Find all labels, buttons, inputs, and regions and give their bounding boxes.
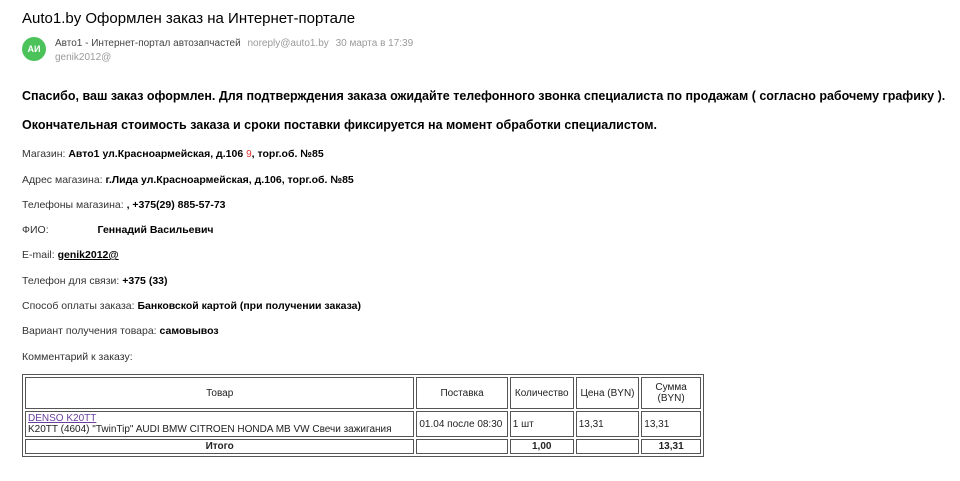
- fio-row: [22, 224, 214, 236]
- total-delivery-empty: [416, 439, 507, 454]
- store-suffix: , торг.об. №85: [251, 148, 324, 160]
- store-label: Магазин:: [22, 148, 66, 160]
- fio-value: Геннадий Васильевич: [97, 224, 214, 236]
- column-header-qty: Количество: [510, 377, 574, 409]
- sender-line: [55, 38, 413, 49]
- store-row: [22, 148, 324, 160]
- column-header-delivery: Поставка: [416, 377, 507, 409]
- column-header-item: Товар: [25, 377, 414, 409]
- email-subject: Auto1.by Оформлен заказ на Интернет-портале: [22, 10, 356, 27]
- sender-name[interactable]: Авто1 - Интернет-портал автозапчастей: [55, 38, 241, 49]
- sender-email[interactable]: noreply@auto1.by: [247, 38, 329, 49]
- email-link[interactable]: genik2012@: [57, 249, 119, 261]
- total-qty: 1,00: [510, 439, 574, 454]
- address-label: Адрес магазина:: [22, 174, 103, 186]
- store-address-link[interactable]: ул.Красноармейская, д.106: [102, 148, 244, 160]
- qty-cell: 1 шт: [510, 411, 574, 437]
- total-row: [25, 439, 701, 454]
- column-header-sum: Сумма (BYN): [641, 377, 701, 409]
- delivery-cell: 01.04 после 08:30: [416, 411, 507, 437]
- store-name: Авто1: [68, 148, 100, 160]
- email-date: 30 марта в 17:39: [335, 38, 414, 49]
- total-label: Итого: [25, 439, 414, 454]
- order-table: [22, 374, 704, 457]
- address-row: [22, 174, 354, 186]
- payment-value: Банковской картой (при получении заказа): [137, 300, 361, 312]
- total-sum: 13,31: [641, 439, 701, 454]
- address-value: г.Лида ул.Красноармейская, д.106, торг.об. №85: [105, 174, 354, 186]
- sum-cell: 13,31: [641, 411, 701, 437]
- delivery-label: Вариант получения товара:: [22, 325, 157, 337]
- table-row: [25, 411, 701, 437]
- phones-row: [22, 199, 226, 211]
- email-row: [22, 249, 119, 261]
- recipient-email[interactable]: genik2012@: [55, 52, 112, 63]
- contact-phone-label: Телефон для связи:: [22, 275, 120, 287]
- thanks-message: Спасибо, ваш заказ оформлен. Для подтверждения заказа ожидайте телефонного звонка специалиста по продажам ( согласно рабочему графику ).: [22, 89, 946, 103]
- delivery-value: самовывоз: [159, 325, 219, 337]
- total-price-empty: [576, 439, 640, 454]
- contact-phone-value: +375 (33): [122, 275, 168, 287]
- table-header-row: [25, 377, 701, 409]
- comment-row: [22, 351, 133, 363]
- payment-row: [22, 300, 361, 312]
- contact-phone-row: [22, 275, 168, 287]
- phones-label: Телефоны магазина:: [22, 199, 124, 211]
- sender-avatar[interactable]: АИ: [22, 37, 46, 61]
- item-description: K20TT (4604) "TwinTip" AUDI BMW CITROEN HONDA MB VW Свечи зажигания: [28, 424, 392, 435]
- map-pin-icon[interactable]: 9: [246, 149, 252, 160]
- comment-label: Комментарий к заказу:: [22, 351, 133, 363]
- email-label: E-mail:: [22, 249, 55, 261]
- item-cell: [25, 411, 414, 437]
- fio-label: ФИО:: [22, 224, 49, 236]
- item-link[interactable]: DENSO K20TT: [28, 413, 97, 424]
- phones-value: , +375(29) 885-57-73: [126, 199, 226, 211]
- price-cell: 13,31: [576, 411, 640, 437]
- delivery-row: [22, 325, 219, 337]
- column-header-price: Цена (BYN): [576, 377, 640, 409]
- final-cost-notice: Окончательная стоимость заказа и сроки поставки фиксируется на момент обработки специалистом.: [22, 118, 657, 132]
- payment-label: Способ оплаты заказа:: [22, 300, 135, 312]
